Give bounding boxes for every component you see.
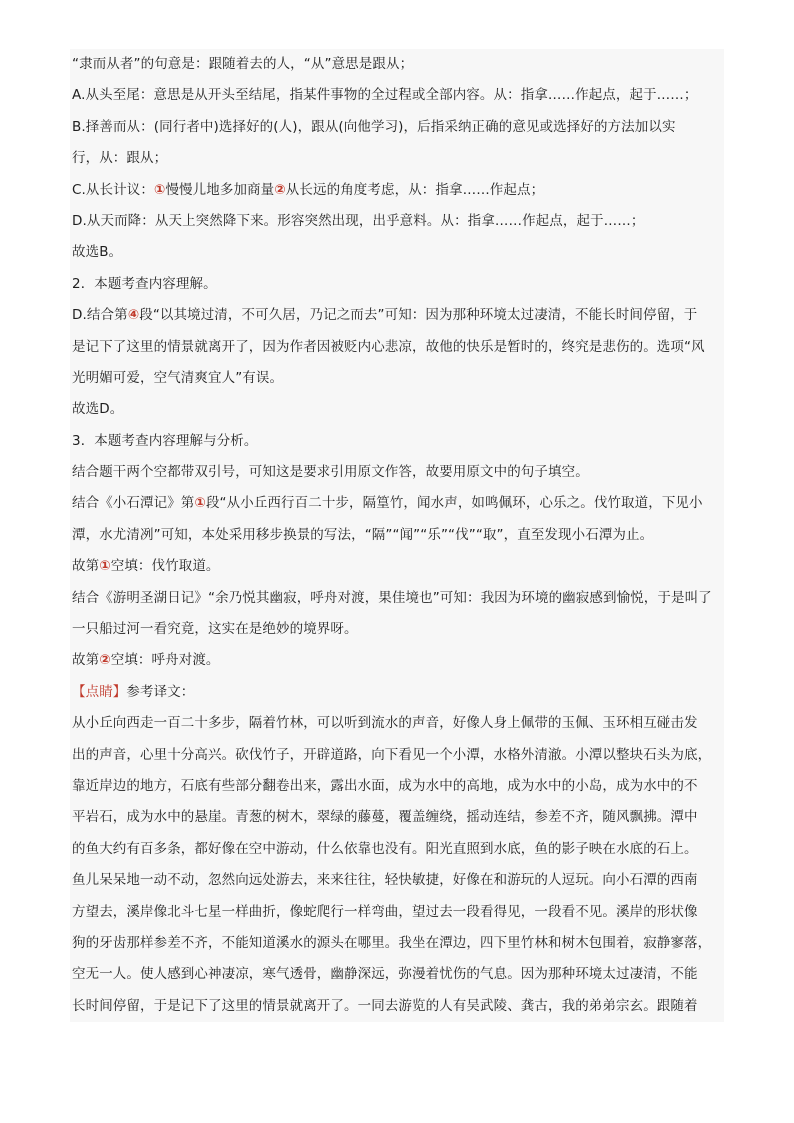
text-line: 潭，水尤清冽”可知，本处采用移步换景的写法，“隔”“闻”“乐”“伐”“取”，直至发现小石潭为止。 <box>72 526 654 543</box>
text-line: 故第①空填：伐竹取道。 <box>72 558 220 575</box>
text-line: 故选D。 <box>72 401 124 418</box>
text-line: C.从长计议：①慢慢儿地多加商量②从长远的角度考虑，从：指拿……作起点； <box>72 181 545 198</box>
text-line: 结合题干两个空都带双引号，可知这是要求引用原文作答，故要用原文中的句子填空。 <box>72 464 589 481</box>
text-line: 方望去，溪岸像北斗七星一样曲折，像蛇爬行一样弯曲，望过去一段看得见，一段看不见。溪岸的形状像 <box>72 903 698 920</box>
text-line: 一只船过河一看究竟，这实在是绝妙的境界呀。 <box>72 621 358 638</box>
text-line: 从小丘向西走一百二十多步，隔着竹林，可以听到流水的声音，好像人身上佩带的玉佩、玉环相互碰击发 <box>72 715 698 732</box>
text-line: 行，从：跟从； <box>72 150 168 167</box>
answer-explanation-text <box>70 49 724 1022</box>
text-line: 故第②空填：呼舟对渡。 <box>72 652 220 669</box>
text-line: D.从天而降：从天上突然降下来。形容突然出现，出乎意料。从：指拿……作起点，起于……； <box>72 212 645 229</box>
text-line: 空无一人。使人感到心神凄凉，寒气透骨，幽静深远，弥漫着忧伤的气息。因为那种环境太过凄清，不能 <box>72 966 698 983</box>
text-line: 结合《小石潭记》第①段“从小丘西行百二十步，隔篁竹，闻水声，如鸣佩环，心乐之。伐竹取道，下见小 <box>72 495 703 512</box>
text-line: A.从头至尾：意思是从开头至结尾，指某件事物的全过程或全部内容。从：指拿……作起点，起于……； <box>72 87 698 104</box>
text-line: 2．本题考查内容理解。 <box>72 275 217 292</box>
text-line: 故选B。 <box>72 244 123 261</box>
text-line: 【点睛】参考译文： <box>72 683 195 700</box>
text-line: D.结合第④段“以其境过清，不可久居，乃记之而去”可知：因为那种环境太过凄清，不能长时间停留，于 <box>72 307 698 324</box>
text-line: 狗的牙齿那样参差不齐，不能知道溪水的源头在哪里。我坐在潭边，四下里竹林和树木包围着，寂静寥落， <box>72 934 712 951</box>
text-line: 结合《游明圣湖日记》“余乃悦其幽寂，呼舟对渡，果佳境也”可知：我因为环境的幽寂感到愉悦，于是叫了 <box>72 589 712 606</box>
text-line: 是记下了这里的情景就离开了，因为作者因被贬内心悲凉，故他的快乐是暂时的，终究是悲伤的。选项“风 <box>72 338 705 355</box>
text-line: 长时间停留，于是记下了这里的情景就离开了。一同去游览的人有吴武陵、龚古，我的弟弟宗玄。跟随着 <box>72 997 698 1014</box>
text-line: 平岩石，成为水中的悬崖。青葱的树木，翠绿的藤蔓，覆盖缠绕，摇动连结，参差不齐，随风飘拂。潭中 <box>72 809 698 826</box>
text-line: 3．本题考查内容理解与分析。 <box>72 432 258 449</box>
text-line: B.择善而从：(同行者中)选择好的(人)，跟从(向他学习)，后指采纳正确的意见或选择好的方法加以实 <box>72 118 676 135</box>
text-line: 出的声音，心里十分高兴。砍伐竹子，开辟道路，向下看见一个小潭，水格外清澈。小潭以整块石头为底， <box>72 746 712 763</box>
text-line: 光明媚可爱，空气清爽宜人”有误。 <box>72 369 284 386</box>
text-line: 鱼儿呆呆地一动不动，忽然向远处游去，来来往往，轻快敏捷，好像在和游玩的人逗玩。向小石潭的西南 <box>72 872 698 889</box>
text-line: 靠近岸边的地方，石底有些部分翻卷出来，露出水面，成为水中的高地，成为水中的小岛，成为水中的不 <box>72 777 698 794</box>
text-line: “隶而从者”的句意是：跟随着去的人，“从”意思是跟从； <box>72 56 414 72</box>
text-line: 的鱼大约有百多条，都好像在空中游动，什么依靠也没有。阳光直照到水底，鱼的影子映在水底的石上。 <box>72 840 698 857</box>
